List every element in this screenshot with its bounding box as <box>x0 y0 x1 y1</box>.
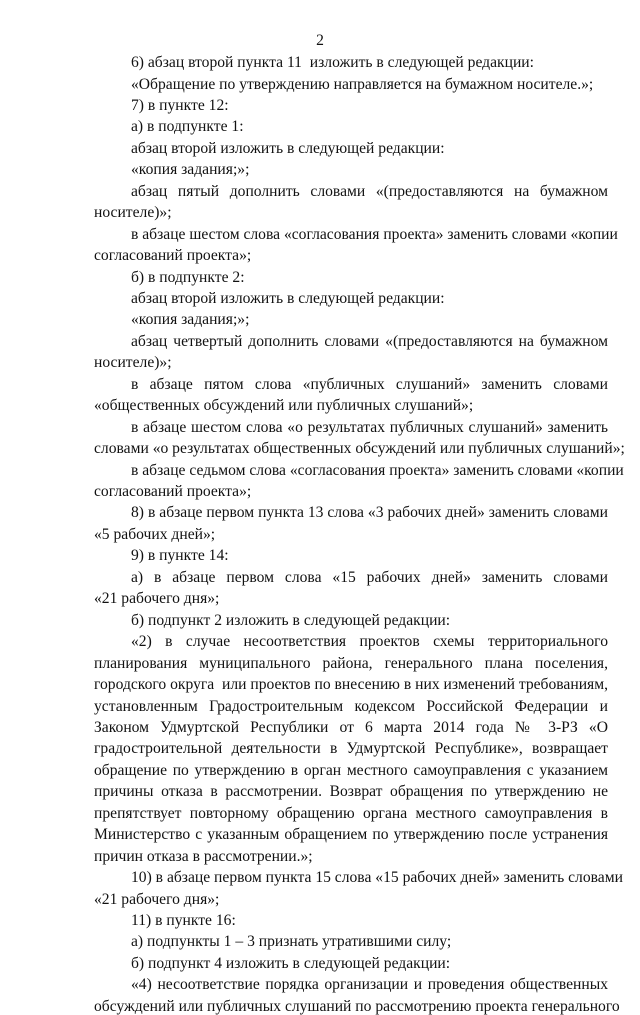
text-line: а) в подпункте 1: <box>131 118 244 136</box>
text-line: «21 рабочего дня»; <box>94 890 220 908</box>
text-line: в абзаце пятом слова «публичных слушаний» заменить словами <box>131 375 608 393</box>
text-line: «5 рабочих дней»; <box>94 525 216 543</box>
text-line: «4) несоответствие порядка организации и проведения общественных <box>131 976 608 994</box>
text-line: 10) в абзаце первом пункта 15 слова «15 рабочих дней» заменить словами <box>131 869 623 887</box>
text-line: городского округа или проектов по внесению в них изменений требованиям, <box>94 676 608 693</box>
text-line: препятствует повторному обращению органа местного самоуправления в <box>94 804 608 822</box>
text-line: обсуждений или публичных слушаний по рассмотрению проекта генерального <box>94 997 620 1015</box>
text-line: градостроительной деятельности в Удмуртской Республике», возвращает <box>94 740 608 758</box>
text-line: «Обращение по утверждению направляется на бумажном носителе.»; <box>131 75 594 93</box>
text-line: 6) абзац второй пункта 11 изложить в следующей редакции: <box>131 54 534 71</box>
text-line: абзац четвертый дополнить словами «(предоставляются на бумажном <box>131 332 608 350</box>
text-line: носителе)»; <box>94 354 172 372</box>
text-line: установленным Градостроительным кодексом Российской Федерации и <box>94 697 608 715</box>
text-line: 8) в абзаце первом пункта 13 слова «3 рабочих дней» заменить словами <box>131 504 608 522</box>
text-line: Законом Удмуртской Республики от 6 марта 2014 года № 3-РЗ «О <box>94 718 608 736</box>
text-line: абзац второй изложить в следующей редакции: <box>131 289 445 307</box>
text-line: согласований проекта»; <box>94 483 252 500</box>
text-line: обращение по утверждению в орган местного самоуправления с указанием <box>94 761 608 779</box>
text-line: 11) в пункте 16: <box>131 912 236 929</box>
text-line: 7) в пункте 12: <box>131 96 229 114</box>
text-line: 9) в пункте 14: <box>131 547 229 565</box>
text-line: причины отказа в рассмотрении. Возврат обращения по утверждению не <box>94 783 608 801</box>
text-line: «общественных обсуждений или публичных слушаний»; <box>94 397 474 415</box>
text-line: «2) в случае несоответствия проектов схемы территориального <box>131 633 608 651</box>
text-line: в абзаце шестом слова «о результатах публичных слушаний» заменить <box>131 418 608 436</box>
text-line: в абзаце седьмом слова «согласования проекта» заменить словами «копии <box>131 461 624 479</box>
text-line: носителе)»; <box>94 204 172 222</box>
text-line: «21 рабочего дня»; <box>94 590 220 608</box>
text-line: а) подпункты 1 – 3 признать утратившими силу; <box>131 933 452 951</box>
text-line: а) в абзаце первом слова «15 рабочих дней» заменить словами <box>131 568 608 586</box>
text-line: в абзаце шестом слова «согласования проекта» заменить словами «копии <box>131 225 618 243</box>
text-line: «копия задания;»; <box>131 311 250 329</box>
text-line: абзац второй изложить в следующей редакции: <box>131 139 445 157</box>
text-line: причин отказа в рассмотрении.»; <box>94 847 313 865</box>
text-line: б) подпункт 2 изложить в следующей редакции: <box>131 611 451 629</box>
text-line: планирования муниципального района, генерального плана поселения, <box>94 654 608 672</box>
text-line: согласований проекта»; <box>94 247 252 264</box>
text-line: б) подпункт 4 изложить в следующей редакции: <box>131 954 451 972</box>
text-line: словами «о результатах общественных обсуждений или публичных слушаний»; <box>94 440 625 458</box>
text-line: Министерство с указанным обращением по утверждению после устранения <box>94 826 608 844</box>
text-line: «копия задания;»; <box>131 161 250 179</box>
text-line: абзац пятый дополнить словами «(предоставляются на бумажном <box>131 182 608 200</box>
page-number: 2 <box>316 32 324 49</box>
text-line: б) в подпункте 2: <box>131 268 245 286</box>
